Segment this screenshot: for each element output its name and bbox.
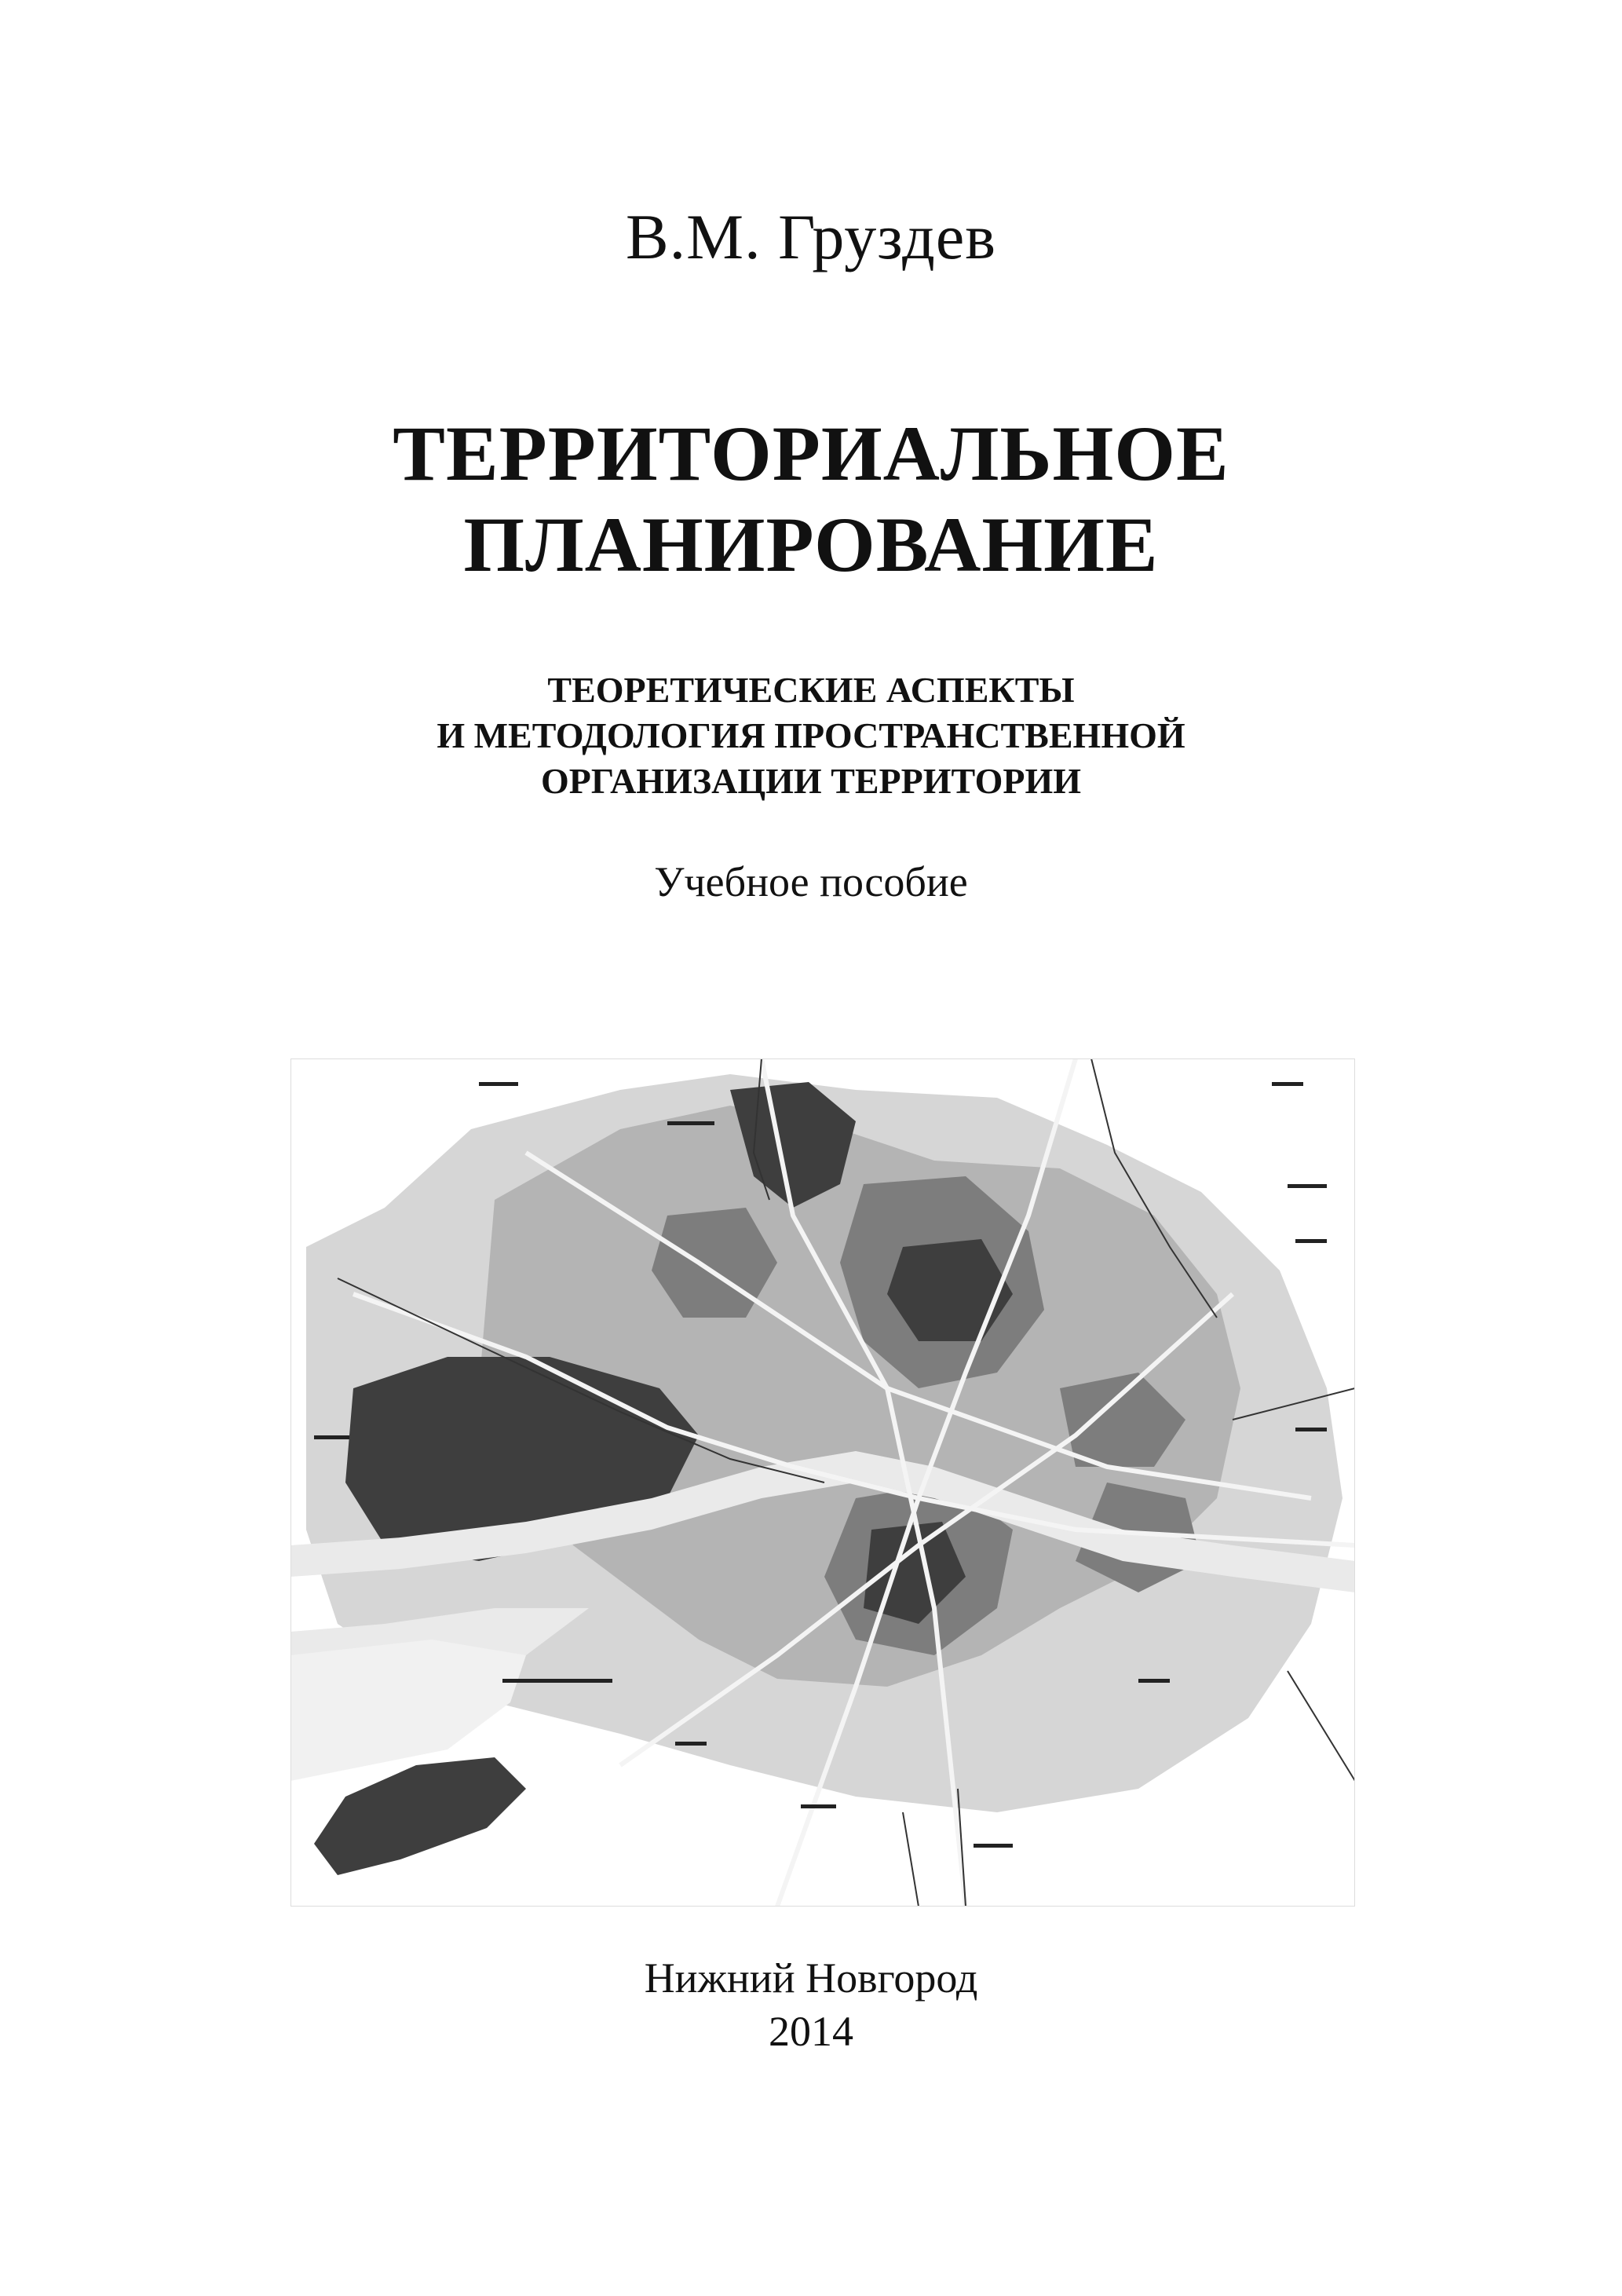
publication-place-year [0, 1951, 1622, 2058]
publication-type: Учебное пособие [654, 858, 968, 905]
book-subtitle [0, 667, 1622, 804]
publication-city: Нижний Новгород [644, 1954, 978, 2002]
book-subtitle-line-3: ОРГАНИЗАЦИИ ТЕРРИТОРИИ [540, 761, 1082, 801]
book-subtitle-line-2: И МЕТОДОЛОГИЯ ПРОСТРАНСТВЕННОЙ [437, 715, 1185, 755]
book-subtitle-line-1: ТЕОРЕТИЧЕСКИЕ АСПЕКТЫ [547, 670, 1075, 710]
author-name: В.М. Груздев [625, 201, 996, 272]
book-title [0, 408, 1622, 590]
city-plan-map-image [290, 1058, 1355, 1907]
book-title-line-2: ПЛАНИРОВАНИЕ [463, 501, 1159, 588]
publication-year: 2014 [769, 2008, 853, 2055]
city-plan-map-graphic [290, 1058, 1355, 1907]
book-title-line-1: ТЕРРИТОРИАЛЬНОЕ [393, 410, 1229, 497]
